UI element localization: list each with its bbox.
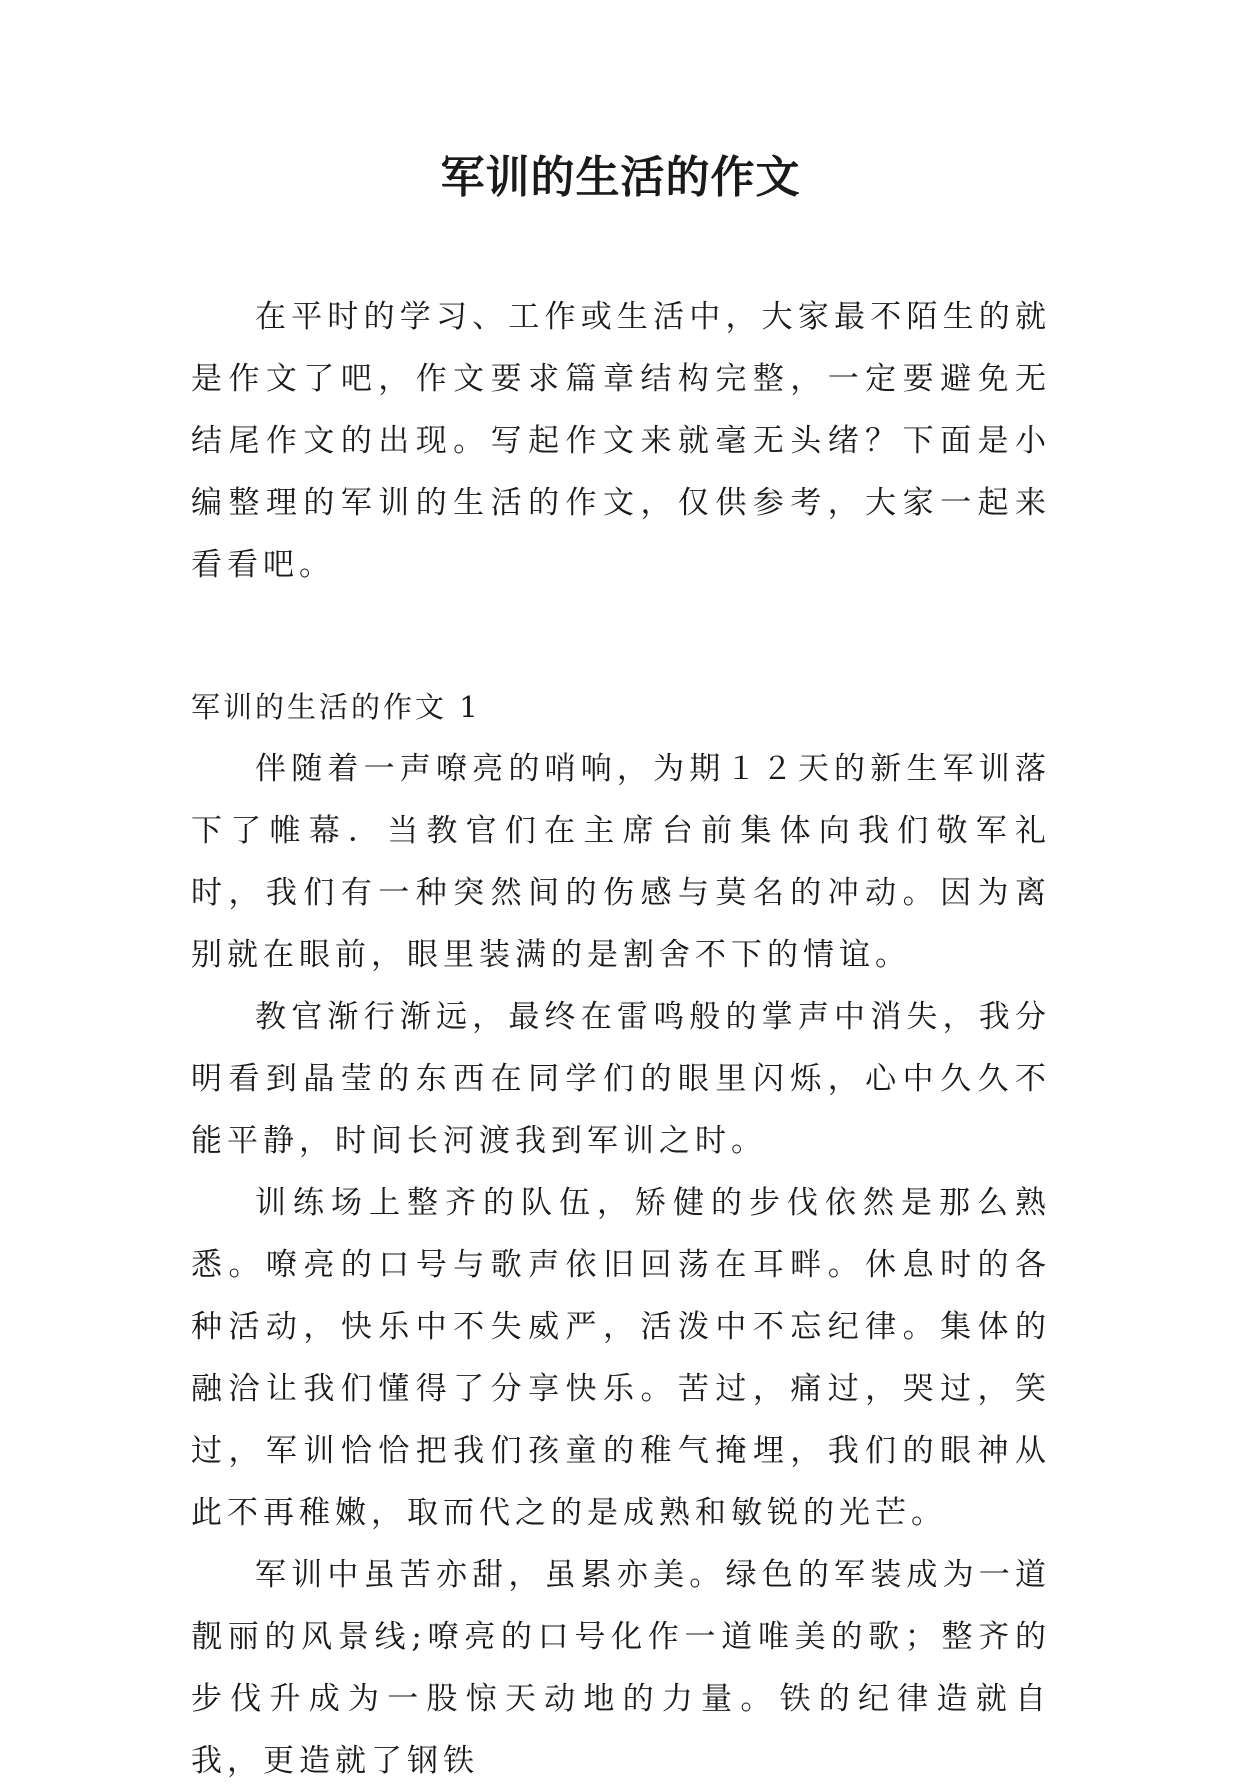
body-paragraph-3: 训练场上整齐的队伍，矫健的步伐依然是那么熟悉。嘹亮的口号与歌声依旧回荡在耳畔。休息时的各种活动，快乐中不失威严，活泼中不忘纪律。集体的融洽让我们懂得了分享快乐。苦过，痛过，哭过，笑过，军训恰恰把我们孩童的稚气掩埋，我们的眼神从此不再稚嫩，取而代之的是成熟和敏锐的光芒。 [191,1185,1051,1531]
body-paragraph-1: 伴随着一声嘹亮的哨响，为期１２天的新生军训落下了帷幕．当教官们在主席台前集体向我们敬军礼时，我们有一种突然间的伤感与莫名的冲动。因为离别就在眼前，眼里装满的是割舍不下的情谊。 [191,751,1051,973]
section-heading: 军训的生活的作文 1 [191,690,481,724]
body-paragraph-4: 军训中虽苦亦甜，虽累亦美。绿色的军装成为一道靓丽的风景线;嘹亮的口号化作一道唯美的歌；整齐的步伐升成为一股惊天动地的力量。铁的纪律造就自我，更造就了钢铁 [191,1557,1051,1779]
intro-paragraph: 在平时的学习、工作或生活中，大家最不陌生的就是作文了吧，作文要求篇章结构完整，一定要避免无结尾作文的出现。写起作文来就毫无头绪？下面是小编整理的军训的生活的作文，仅供参考，大家一起来看看吧。 [191,299,1051,583]
document-title: 军训的生活的作文 [440,152,801,203]
body-paragraph-2: 教官渐行渐远，最终在雷鸣般的掌声中消失，我分明看到晶莹的东西在同学们的眼里闪烁，心中久久不能平静，时间长河渡我到军训之时。 [191,999,1051,1159]
document-body [191,286,1051,1792]
